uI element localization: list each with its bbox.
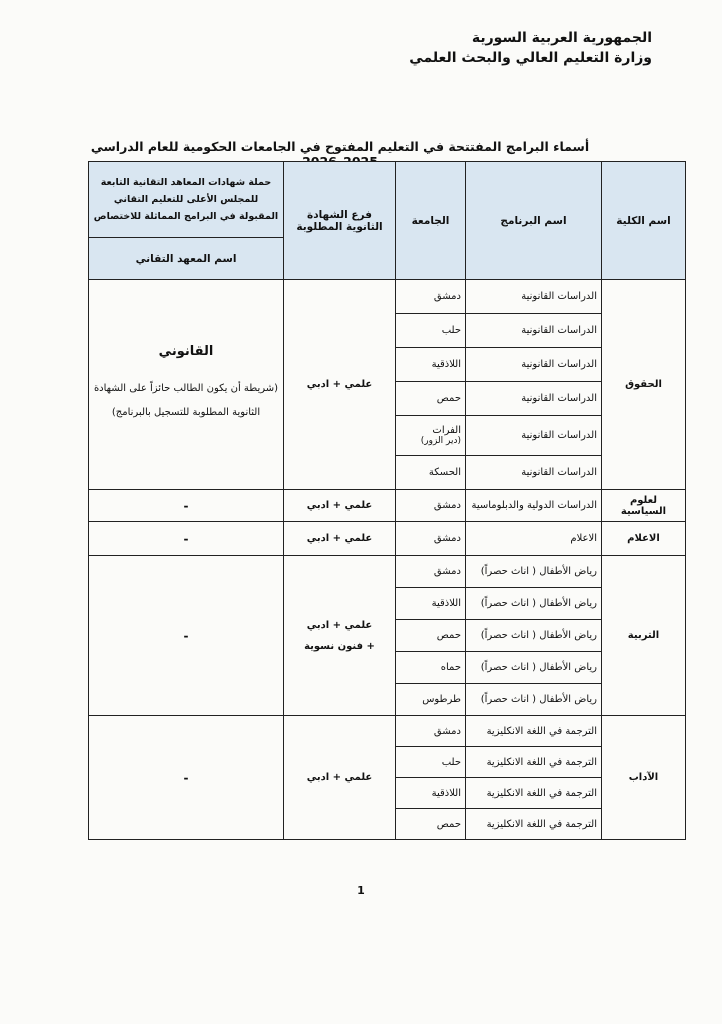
program-cell: الاعلام [466, 522, 602, 556]
institute-cell: - [89, 490, 284, 522]
letterhead [409, 28, 652, 68]
university-cell [396, 416, 466, 456]
program-cell: الترجمة في اللغة الانكليزية [466, 809, 602, 840]
program-cell: رياض الأطفال ( اناث حصراً) [466, 588, 602, 620]
branch-cell [284, 556, 396, 716]
faculty-cell: الآداب [602, 716, 686, 840]
university-cell: دمشق [396, 522, 466, 556]
university-cell: دمشق [396, 556, 466, 588]
university-cell: اللاذقية [396, 778, 466, 809]
page-number: 1 [357, 884, 365, 897]
branch-cell: علمي + ادبي [284, 716, 396, 840]
branch-line: علمي + ادبي [306, 619, 373, 631]
university-cell: حمص [396, 382, 466, 416]
program-cell: الترجمة في اللغة الانكليزية [466, 747, 602, 778]
table-row [89, 490, 686, 522]
faculty-cell: التربية [602, 556, 686, 716]
university-subname: (دير الزور) [420, 436, 461, 446]
program-cell: رياض الأطفال ( اناث حصراً) [466, 556, 602, 588]
university-name: الفرات [432, 425, 461, 436]
header-university: الجامعة [396, 162, 466, 280]
university-cell: دمشق [396, 490, 466, 522]
university-cell: الحسكة [396, 456, 466, 490]
table-row [89, 556, 686, 588]
program-cell: رياض الأطفال ( اناث حصراً) [466, 684, 602, 716]
programs-table [88, 161, 686, 840]
header-program: اسم البرنامج [466, 162, 602, 280]
faculty-cell: الاعلام [602, 522, 686, 556]
university-cell: حلب [396, 314, 466, 348]
university-cell: حماه [396, 652, 466, 684]
university-cell: دمشق [396, 280, 466, 314]
branch-cell: علمي + ادبي [284, 490, 396, 522]
program-cell: الدراسات القانونية [466, 382, 602, 416]
faculty-cell: لعلوم السياسية [602, 490, 686, 522]
faculty-cell: الحقوق [602, 280, 686, 490]
institute-cell: - [89, 716, 284, 840]
program-cell: الدراسات القانونية [466, 348, 602, 382]
university-cell: حمص [396, 809, 466, 840]
program-cell: الدراسات القانونية [466, 416, 602, 456]
letterhead-ministry: وزارة التعليم العالي والبحث العلمي [409, 50, 652, 66]
letterhead-country: الجمهورية العربية السورية [471, 30, 652, 46]
program-cell: رياض الأطفال ( اناث حصراً) [466, 652, 602, 684]
branch-cell: علمي + ادبي [284, 522, 396, 556]
program-cell: رياض الأطفال ( اناث حصراً) [466, 620, 602, 652]
header-faculty: اسم الكلية [602, 162, 686, 280]
program-cell: الدراسات القانونية [466, 456, 602, 490]
university-cell: اللاذقية [396, 588, 466, 620]
program-cell: الدراسات الدولية والدبلوماسية [466, 490, 602, 522]
program-cell: الدراسات القانونية [466, 314, 602, 348]
university-cell: طرطوس [396, 684, 466, 716]
university-cell: دمشق [396, 716, 466, 747]
document-title: أسماء البرامج المفتتحة في التعليم المفتوح في الجامعات الحكومية للعام الدراسي [90, 139, 590, 154]
institute-title: القانوني [158, 344, 214, 359]
university-cell: اللاذقية [396, 348, 466, 382]
header-branch: فرع الشهادة الثانوية المطلوبة [284, 162, 396, 280]
institute-cell: - [89, 522, 284, 556]
header-institute-name: اسم المعهد التقاني [89, 238, 284, 280]
university-cell: حمص [396, 620, 466, 652]
table-row [89, 522, 686, 556]
university-cell: حلب [396, 747, 466, 778]
program-cell: الدراسات القانونية [466, 280, 602, 314]
table-row [89, 716, 686, 747]
branch-line-extra: + فنون نسوية [304, 640, 375, 652]
header-institute-group: حملة شهادات المعاهد التقانية التابعة للمجلس الأعلى للتعليم التقاني المقبولة في البرامج المماثلة للاختصاص [89, 162, 284, 238]
table-row [89, 280, 686, 314]
institute-note: (شريطة أن يكون الطالب حائزاً على الشهادة الثانوية المطلوبة للتسجيل بالبرنامج) [93, 383, 279, 418]
institute-cell [89, 280, 284, 490]
program-cell: الترجمة في اللغة الانكليزية [466, 716, 602, 747]
program-cell: الترجمة في اللغة الانكليزية [466, 778, 602, 809]
institute-cell: - [89, 556, 284, 716]
branch-cell: علمي + ادبي [284, 280, 396, 490]
